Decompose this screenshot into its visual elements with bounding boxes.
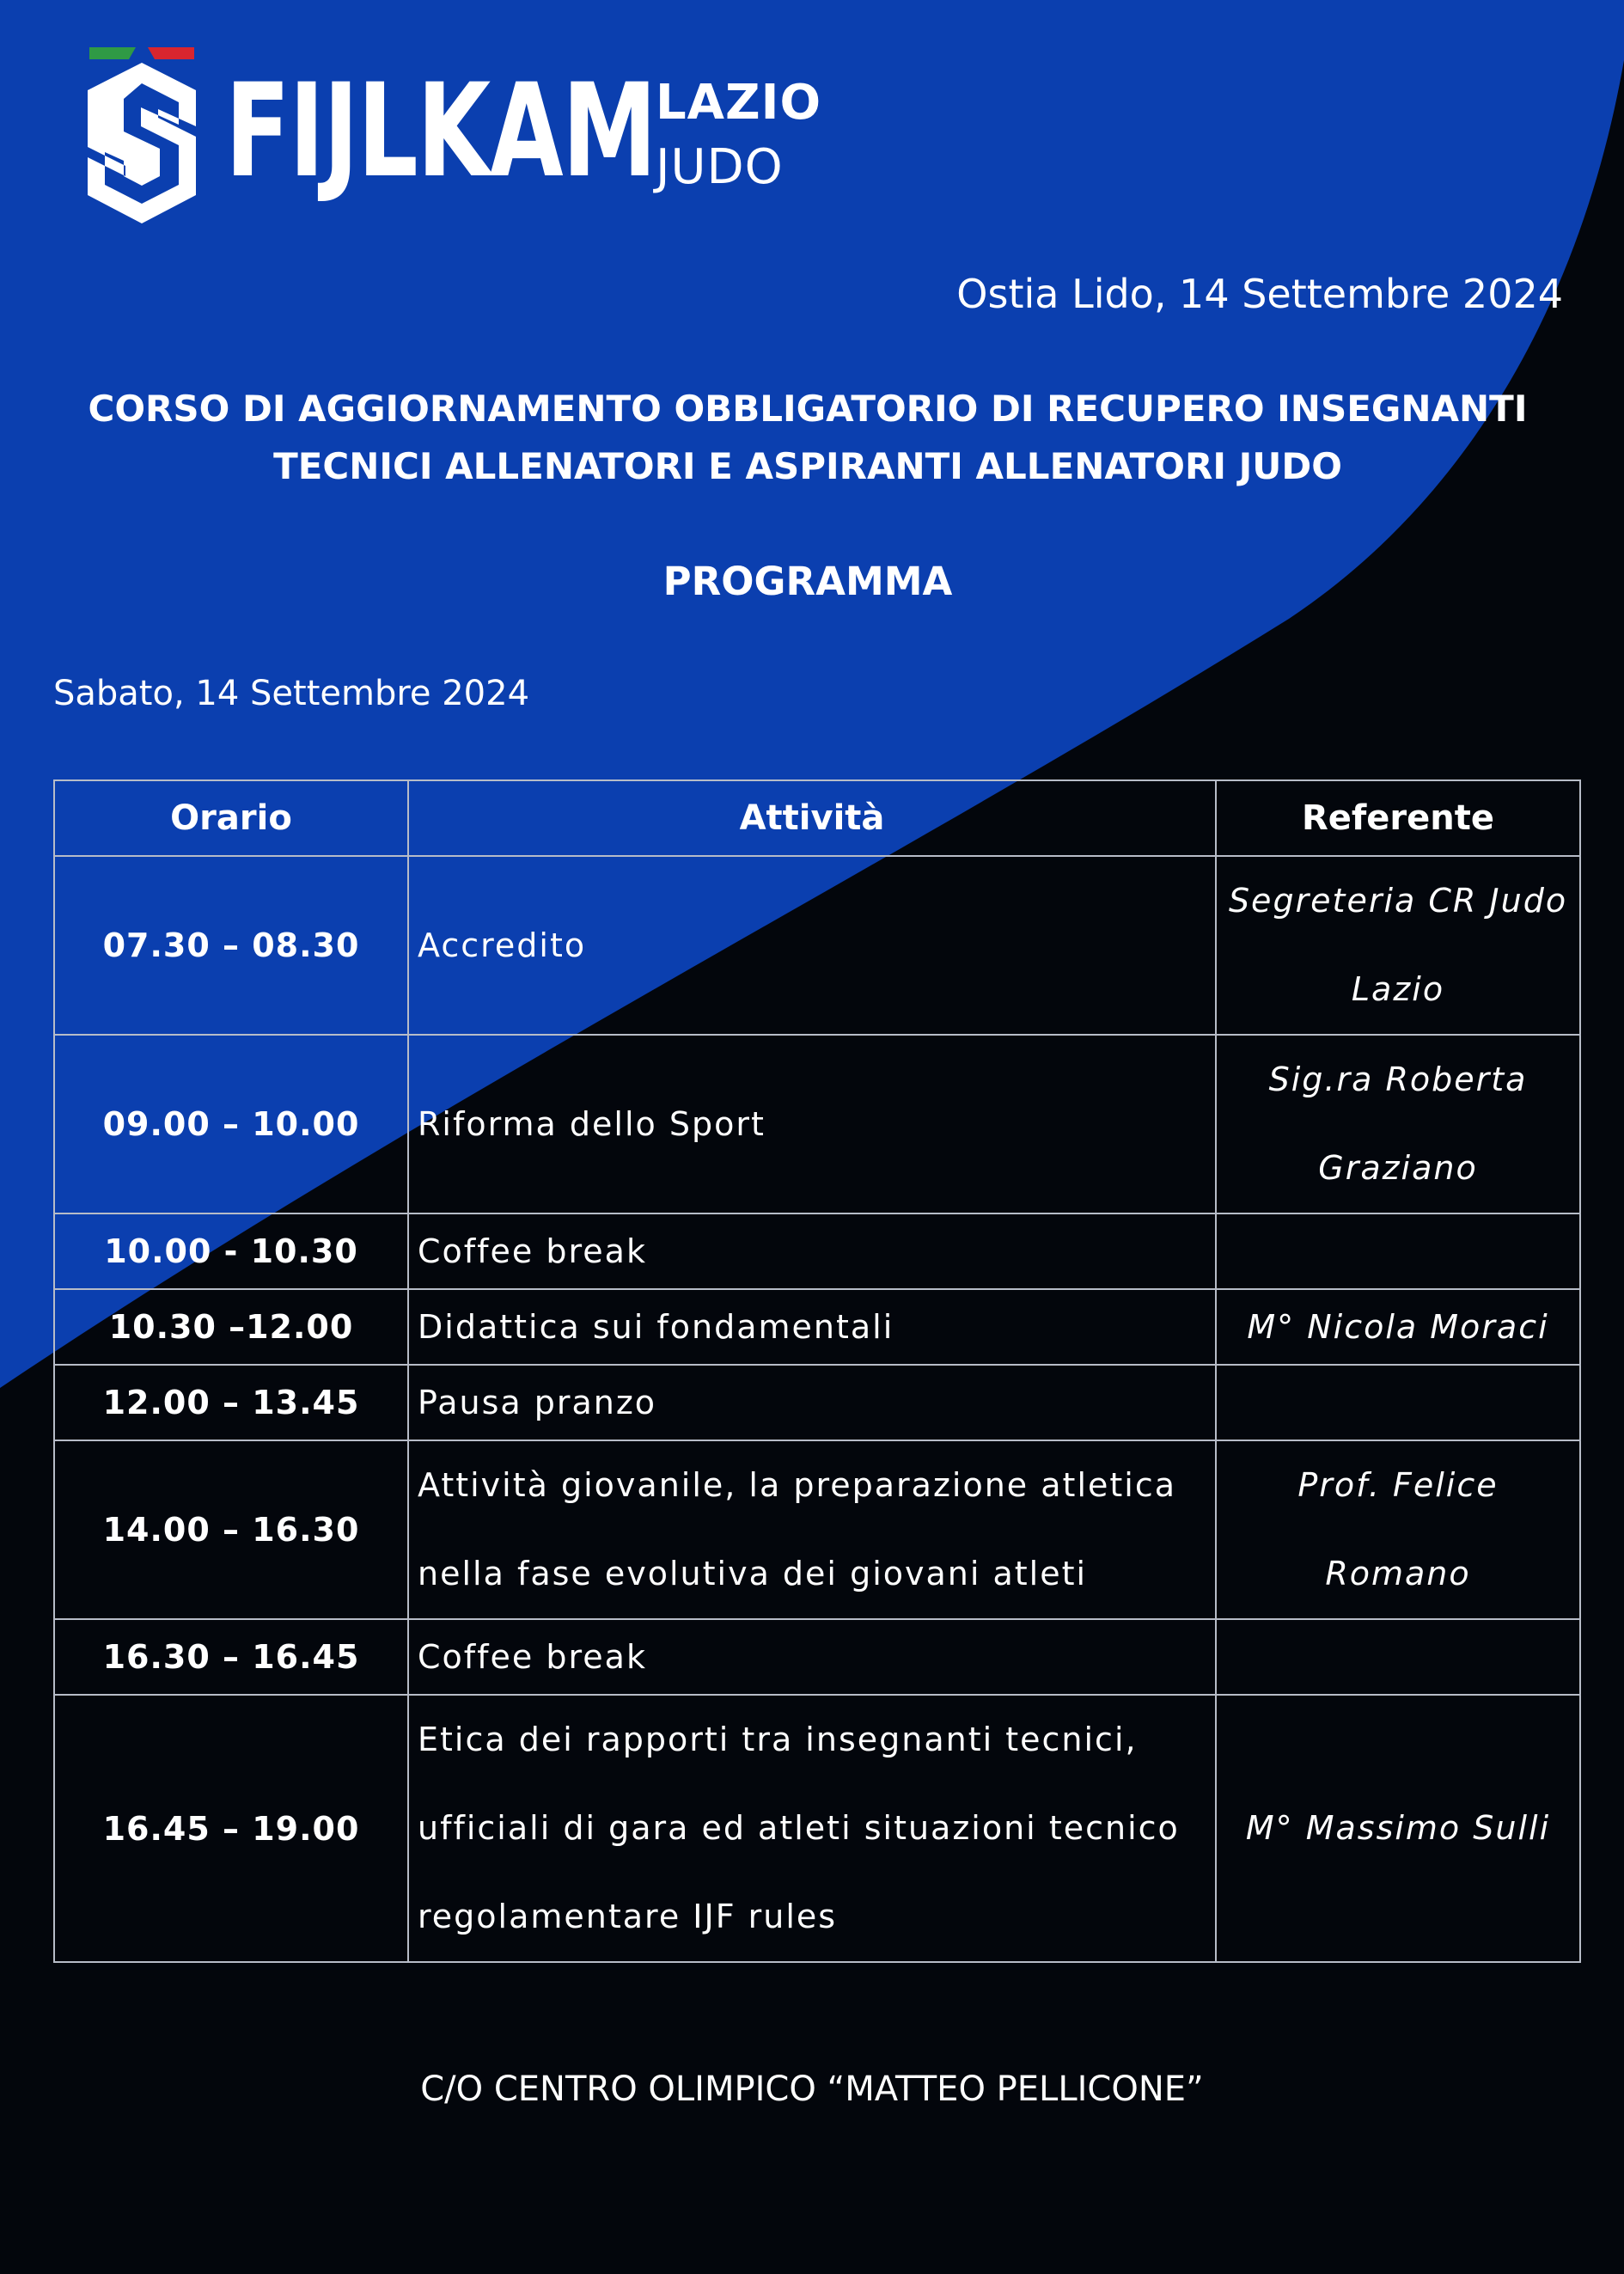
row-time: 09.00 – 10.00 [54, 1035, 408, 1213]
row-time: 07.30 – 08.30 [54, 856, 408, 1035]
row-activity: Riforma dello Sport [408, 1035, 1216, 1213]
row-activity: Didattica sui fondamentali [408, 1289, 1216, 1365]
brand-discipline: JUDO [656, 139, 784, 195]
row-time: 10.00 - 10.30 [54, 1213, 408, 1289]
course-title-line-1: CORSO DI AGGIORNAMENTO OBBLIGATORIO DI RECUPERO INSEGNANTI [88, 388, 1528, 430]
place-date: Ostia Lido, 14 Settembre 2024 [956, 271, 1563, 317]
row-referent [1216, 1365, 1580, 1440]
table-row [54, 1365, 1580, 1440]
row-referent: Segreteria CR Judo Lazio [1216, 856, 1580, 1035]
row-referent: Sig.ra Roberta Graziano [1216, 1035, 1580, 1213]
header-time: Orario [54, 780, 408, 856]
fijlkam-logo-icon [86, 47, 198, 223]
row-time: 16.45 – 19.00 [54, 1695, 408, 1962]
row-time: 16.30 – 16.45 [54, 1619, 408, 1695]
row-time: 10.30 –12.00 [54, 1289, 408, 1365]
row-referent: M° Massimo Sulli [1216, 1695, 1580, 1962]
table-row [54, 1695, 1580, 1962]
table-row [54, 856, 1580, 1035]
row-activity: Attività giovanile, la preparazione atletica nella fase evolutiva dei giovani atleti [408, 1440, 1216, 1619]
row-activity: Coffee break [408, 1619, 1216, 1695]
header-activity: Attività [408, 780, 1216, 856]
table-row [54, 1213, 1580, 1289]
schedule-day: Sabato, 14 Settembre 2024 [53, 674, 530, 713]
row-referent: Prof. Felice Romano [1216, 1440, 1580, 1619]
row-time: 14.00 – 16.30 [54, 1440, 408, 1619]
course-title-line-2: TECNICI ALLENATORI E ASPIRANTI ALLENATORI JUDO [273, 445, 1342, 487]
table-row [54, 1035, 1580, 1213]
header-referent: Referente [1216, 780, 1580, 856]
row-activity: Pausa pranzo [408, 1365, 1216, 1440]
brand-name: FIJLKAM [225, 57, 656, 206]
row-referent [1216, 1213, 1580, 1289]
table-header-row [54, 780, 1580, 856]
row-referent [1216, 1619, 1580, 1695]
row-referent: M° Nicola Moraci [1216, 1289, 1580, 1365]
brand-region: LAZIO [656, 75, 822, 131]
row-activity: Coffee break [408, 1213, 1216, 1289]
table-row [54, 1440, 1580, 1619]
venue-footer: C/O CENTRO OLIMPICO “MATTEO PELLICONE” [420, 2069, 1204, 2109]
row-activity: Etica dei rapporti tra insegnanti tecnici, ufficiali di gara ed atleti situazioni tecnico regolamentare IJF rules [408, 1695, 1216, 1962]
row-activity: Accredito [408, 856, 1216, 1035]
row-time: 12.00 – 13.45 [54, 1365, 408, 1440]
schedule-table [53, 779, 1581, 1963]
table-row [54, 1289, 1580, 1365]
table-row [54, 1619, 1580, 1695]
program-heading: PROGRAMMA [662, 559, 953, 604]
